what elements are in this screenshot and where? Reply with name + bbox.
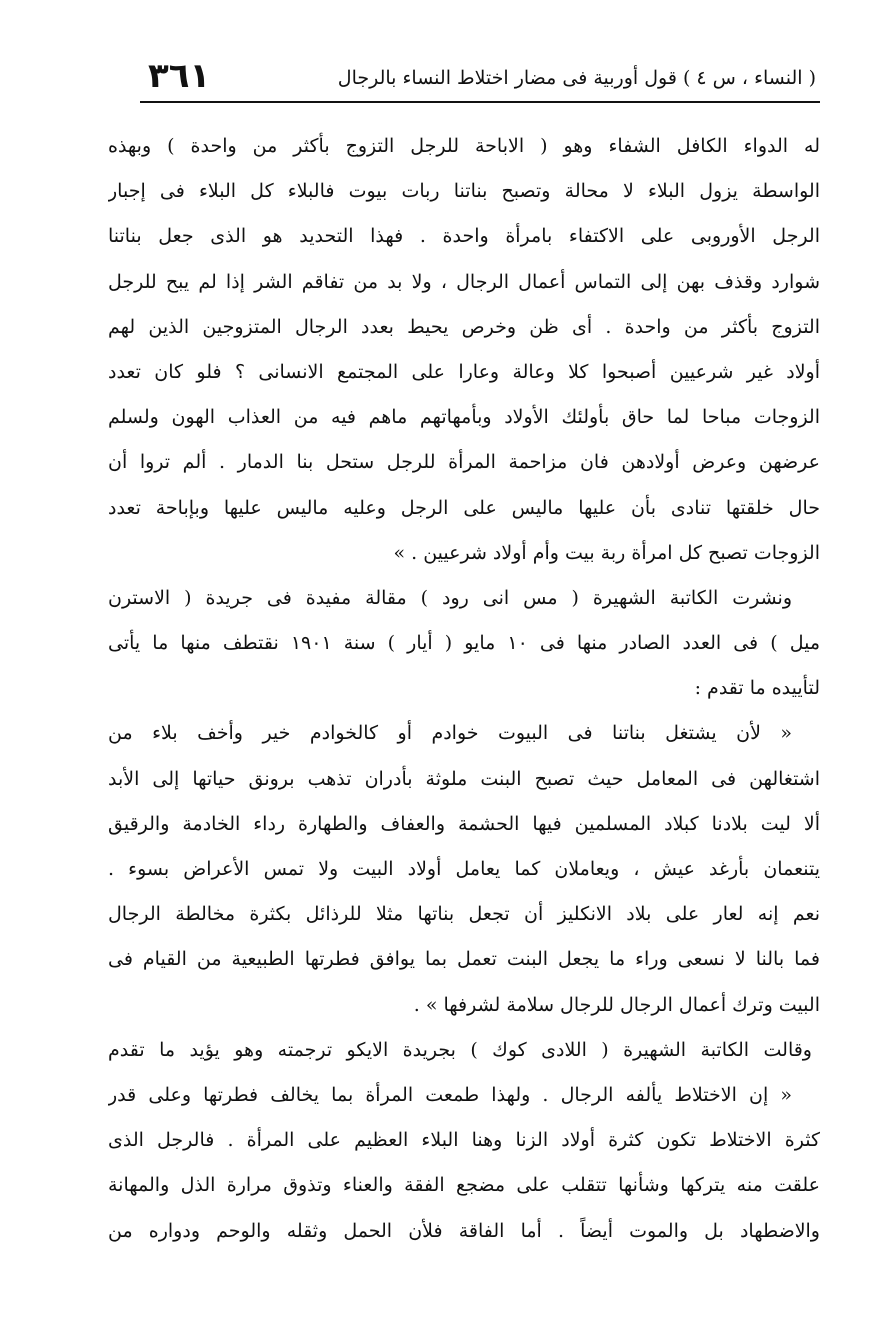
text-line: لتأييده ما تقدم : [694, 677, 820, 700]
body-text [108, 124, 820, 1254]
running-title: ( النساء ، س ٤ ) قول أوربية فى مضار اختلاط النساء بالرجال [337, 67, 816, 89]
text-line: التزوج بأكثر من واحدة . أى ظن وخرص يحيط بعدد الرجال المتزوجين الذين لهم [108, 315, 820, 338]
text-line: وقالت الكاتبة الشهيرة ( اللادى كوك ) بجريدة الايكو ترجمته وهو يؤيد ما تقدم [108, 1038, 812, 1061]
text-line: نعم إنه لعار على بلاد الانكليز أن تجعل بناتها مثلا للرذائل بكثرة مخالطة الرجال [108, 903, 820, 926]
text-line: فما بالنا لا نسعى وراء ما يجعل البنت تعمل بما يوافق فطرتها الطبيعية من القيام فى [108, 948, 820, 971]
text-line: الرجل الأوروبى على الاكتفاء بامرأة واحدة . فهذا التحديد هو الذى جعل بناتنا [108, 225, 820, 248]
text-line: والاضطهاد بل والموت أيضاً . أما الفاقة فلأن الحمل وثقله والوحم ودواره من [108, 1219, 820, 1242]
text-line: « لأن يشتغل بناتنا فى البيوت خوادم أو كالخوادم خير وأخف بلاء من [108, 722, 792, 745]
text-line: الزوجات تصبح كل امرأة ربة بيت وأم أولاد شرعيين . » [393, 541, 820, 564]
page-header [148, 58, 816, 98]
text-line: كثرة الاختلاط تكون كثرة أولاد الزنا وهنا البلاء العظيم على المرأة . فالرجل الذى [108, 1129, 820, 1152]
text-line: ألا ليت بلادنا كبلاد المسلمين فيها الحشمة والعفاف والطهارة رداء الخادمة والرقيق [108, 812, 820, 835]
text-line: علقت منه يتركها وشأنها تتقلب على مضجع الفقة والعناء وتذوق مرارة الذل والمهانة [108, 1174, 820, 1197]
text-line: البيت وترك أعمال الرجال للرجال سلامة لشرفها » . [413, 993, 820, 1016]
text-line: شوارد وقذف بهن إلى التماس أعمال الرجال ، ولا بد من تفاقم الشر إذا لم يبح للرجل [108, 270, 820, 293]
text-line: أولاد غير شرعيين أصبحوا كلا وعالة وعارا على المجتمع الانسانى ؟ فلو كان تعدد [108, 360, 820, 383]
text-line: يتنعمان بأرغد عيش ، ويعاملان كما يعامل أولاد البيت ولا تمس الأعراض بسوء . [108, 858, 820, 880]
header-rule [140, 101, 820, 103]
text-line: عرضهن وعرض أولادهن فان مزاحمة المرأة للرجل ستحل بنا الدمار . ألم تروا أن [108, 451, 820, 474]
text-line: الزوجات مباحا لما حاق بأولئك الأولاد وبأمهاتهم ماهم فيه من العذاب الهون ولسلم [108, 406, 820, 429]
text-line: اشتغالهن فى المعامل حيث تصبح البنت ملوثة بأدران تذهب برونق حياتها إلى الأبد [108, 767, 820, 790]
text-line: ونشرت الكاتبة الشهيرة ( مس انى رود ) مقالة مفيدة فى جريدة ( الاسترن [108, 586, 792, 609]
text-line: الواسطة يزول البلاء لا محالة وتصبح بناتنا ربات بيوت فالبلاء كل البلاء فى إجبار [108, 180, 820, 203]
page-number: ٣٦١ [148, 56, 211, 96]
text-line: حال خلقتها تنادى بأن عليها ماليس على الرجل وعليه ماليس عليها وبإباحة تعدد [108, 496, 820, 519]
text-line: له الدواء الكافل الشفاء وهو ( الاباحة للرجل التزوج بأكثر من واحدة ) وبهذه [108, 135, 820, 157]
text-line: ميل ) فى العدد الصادر منها فى ١٠ مايو ( أيار ) سنة ١٩٠١ نقتطف منها ما يأتى [108, 632, 820, 655]
text-line: « إن الاختلاط يألفه الرجال . ولهذا طمعت المرأة بما يخالف فطرتها وعلى قدر [108, 1083, 792, 1106]
